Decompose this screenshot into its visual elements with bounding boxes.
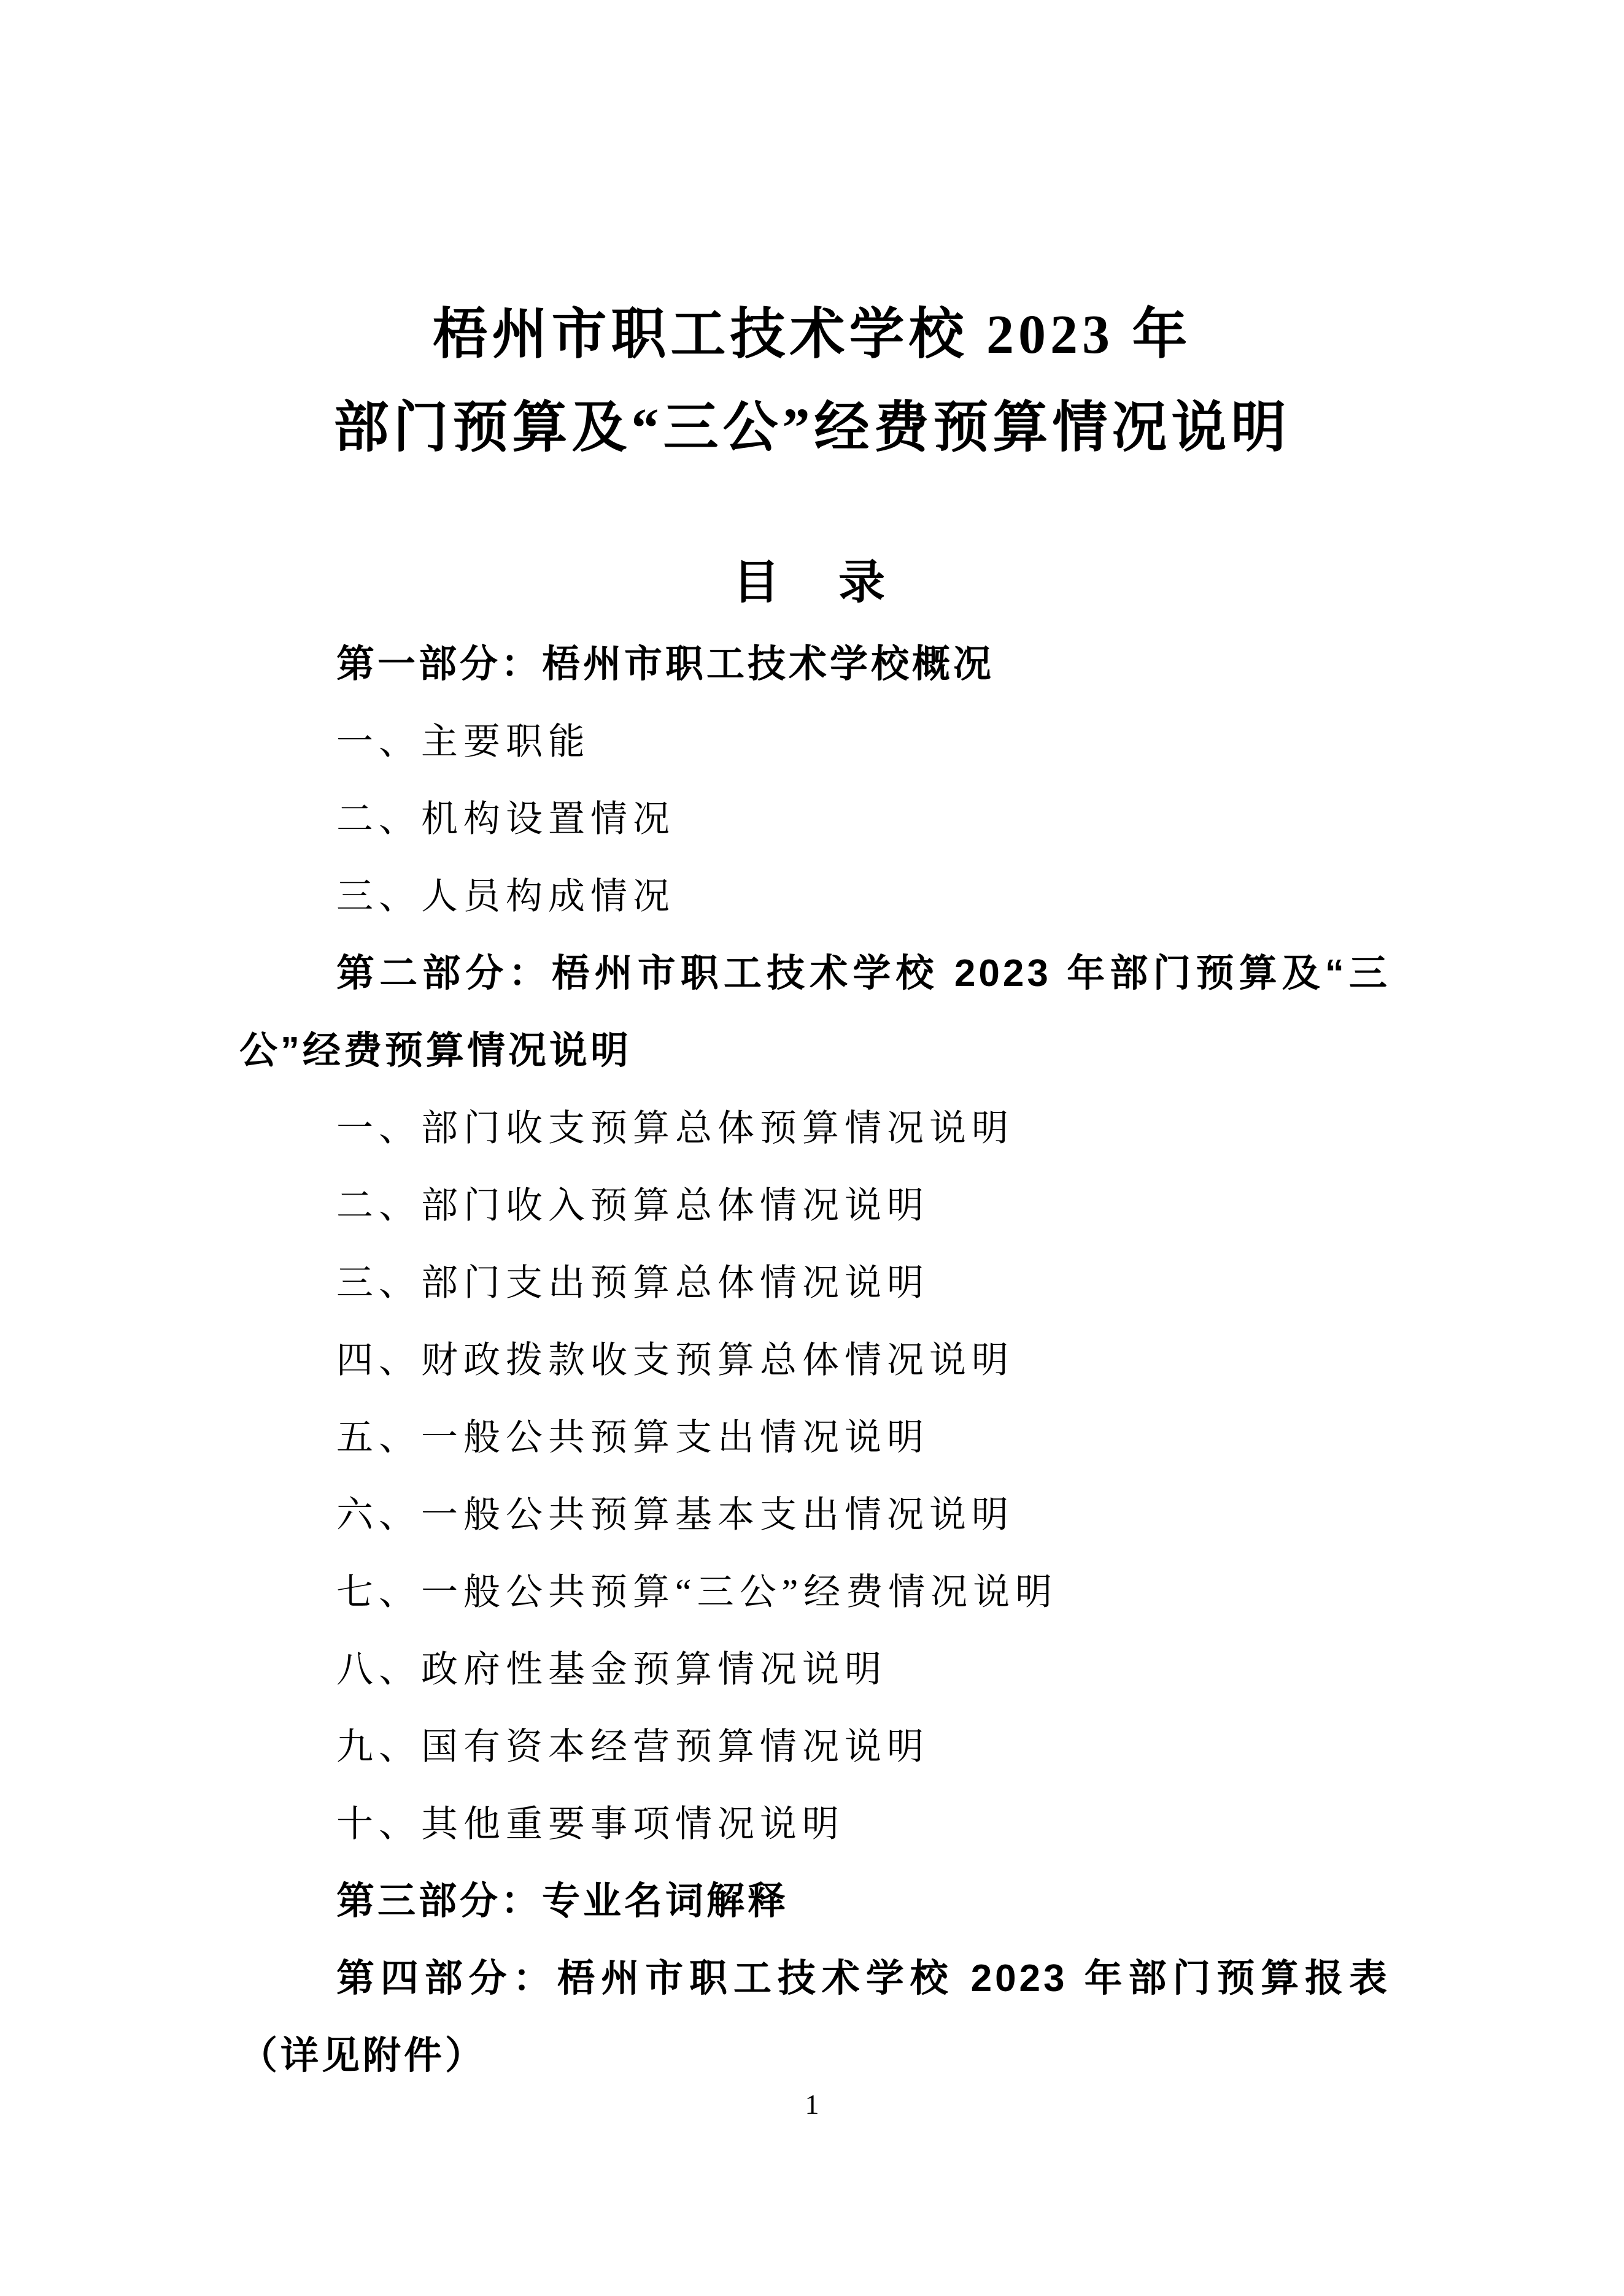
toc-part-2-heading: 第二部分：梧州市职工技术学校 2023 年部门预算及“三 [336, 952, 1390, 995]
toc-item-2-5: 五、一般公共预算支出情况说明 [336, 1417, 929, 1458]
toc-part-4-heading-cont: （详见附件） [239, 2035, 487, 2077]
toc-item-2-4: 四、财政拨款收支预算总体情况说明 [336, 1340, 1014, 1381]
toc-item-2-9: 九、国有资本经营预算情况说明 [336, 1727, 929, 1767]
document-title-line-1: 梧州市职工技术学校 2023 年 [432, 304, 1192, 365]
toc-item-1-1: 一、主要职能 [336, 722, 590, 762]
toc-item-2-8: 八、政府性基金预算情况说明 [336, 1649, 887, 1690]
toc-heading: 目 录 [733, 557, 891, 609]
document-title [0, 288, 1624, 475]
table-of-contents [239, 626, 1390, 2095]
document-title-line-2: 部门预算及“三公”经费预算情况说明 [333, 398, 1291, 458]
toc-item-1-3: 三、人员构成情况 [336, 876, 675, 917]
toc-part-1-heading: 第一部分：梧州市职工技术学校概况 [336, 643, 995, 685]
toc-part-2-heading-cont: 公”经费预算情况说明 [239, 1030, 632, 1072]
toc-item-2-6: 六、一般公共预算基本支出情况说明 [336, 1495, 1014, 1535]
page-number: 1 [805, 2089, 819, 2120]
toc-item-2-3: 三、部门支出预算总体情况说明 [336, 1263, 929, 1303]
toc-item-2-1: 一、部门收支预算总体预算情况说明 [336, 1108, 1014, 1149]
toc-item-1-2: 二、机构设置情况 [336, 799, 675, 839]
toc-item-2-2: 二、部门收入预算总体情况说明 [336, 1185, 929, 1226]
toc-part-3-heading: 第三部分：专业名词解释 [336, 1880, 789, 1922]
toc-item-2-7: 七、一般公共预算“三公”经费情况说明 [336, 1572, 1058, 1612]
toc-part-4-heading: 第四部分：梧州市职工技术学校 2023 年部门预算报表 [336, 1957, 1390, 2000]
toc-item-2-10: 十、其他重要事项情况说明 [336, 1804, 845, 1844]
